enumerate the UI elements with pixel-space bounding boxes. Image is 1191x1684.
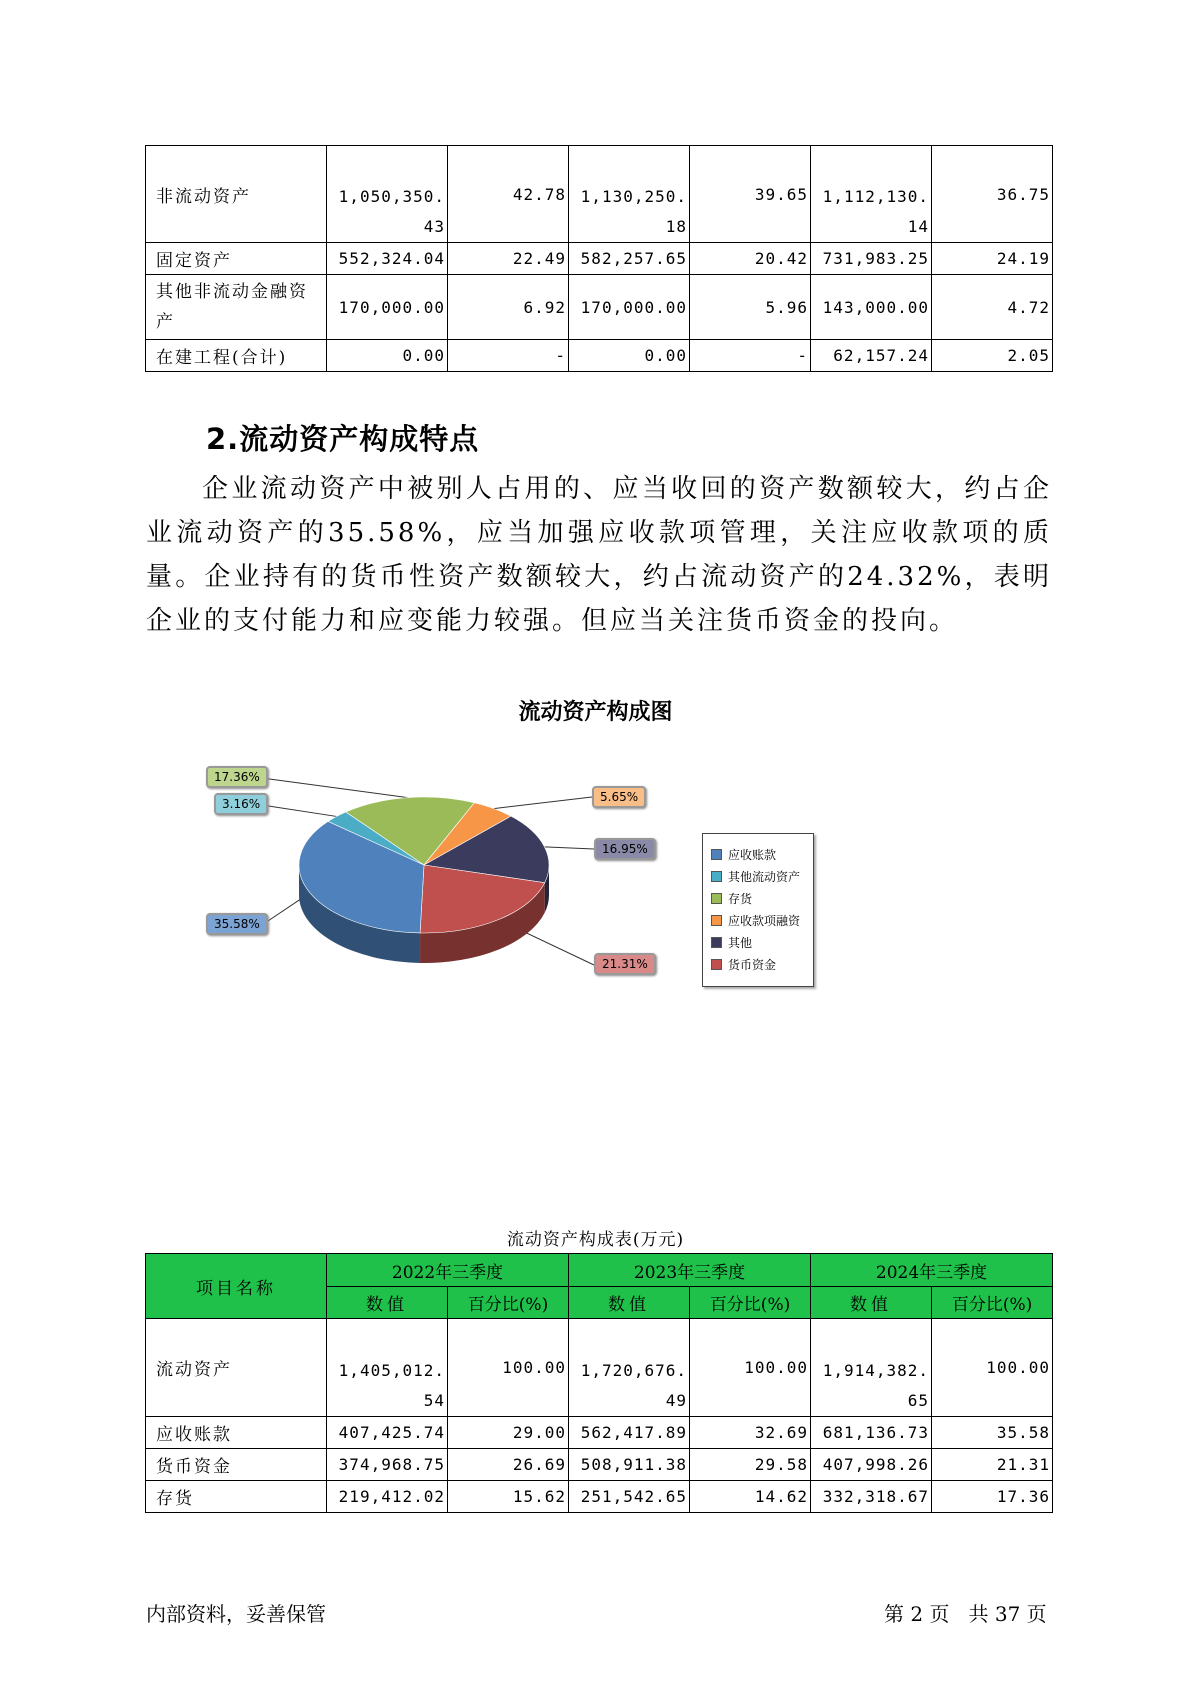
legend-item bbox=[711, 953, 813, 975]
legend-item bbox=[711, 887, 813, 909]
cell-value: 1,914,382.65 bbox=[811, 1319, 932, 1417]
row-name: 应收账款 bbox=[146, 1417, 327, 1449]
row-name: 货币资金 bbox=[146, 1449, 327, 1481]
cell-value: 62,157.24 bbox=[811, 340, 932, 372]
legend-label: 其他 bbox=[728, 935, 753, 950]
row-name: 流动资产 bbox=[146, 1319, 327, 1417]
callout-line bbox=[262, 778, 408, 798]
cell-percent: 21.31 bbox=[932, 1449, 1053, 1481]
cell-value: 681,136.73 bbox=[811, 1417, 932, 1449]
cell-value: 332,318.67 bbox=[811, 1481, 932, 1513]
footer-confidential: 内部资料，妥善保管 bbox=[146, 1602, 326, 1626]
header-item-name: 项目名称 bbox=[146, 1254, 327, 1319]
legend-swatch bbox=[711, 871, 722, 882]
legend-label: 应收账款 bbox=[728, 847, 777, 862]
callout-label: 35.58% bbox=[206, 913, 268, 935]
chart-legend bbox=[702, 833, 814, 987]
cell-percent: 39.65 bbox=[690, 146, 811, 243]
cell-percent: 2.05 bbox=[932, 340, 1053, 372]
header-percent: 百分比(%) bbox=[690, 1287, 811, 1319]
callout-line bbox=[494, 797, 592, 809]
cell-percent: 100.00 bbox=[932, 1319, 1053, 1417]
cell-percent: 29.58 bbox=[690, 1449, 811, 1481]
header-value: 数值 bbox=[327, 1287, 448, 1319]
legend-swatch bbox=[711, 849, 722, 860]
callout-line bbox=[262, 805, 336, 816]
cell-percent: 20.42 bbox=[690, 243, 811, 275]
current-assets-table bbox=[145, 1253, 1053, 1513]
cell-value: 407,998.26 bbox=[811, 1449, 932, 1481]
cell-percent: 100.00 bbox=[448, 1319, 569, 1417]
legend-swatch bbox=[711, 937, 722, 948]
cell-value: 1,050,350.43 bbox=[327, 146, 448, 243]
cell-percent: 6.92 bbox=[448, 275, 569, 340]
cell-value: 582,257.65 bbox=[569, 243, 690, 275]
cell-value: 562,417.89 bbox=[569, 1417, 690, 1449]
table-row bbox=[146, 1481, 1053, 1513]
cell-percent: 36.75 bbox=[932, 146, 1053, 243]
row-name: 其他非流动金融资产 bbox=[146, 275, 327, 340]
cell-percent: 100.00 bbox=[690, 1319, 811, 1417]
table-row bbox=[146, 1319, 1053, 1417]
legend-swatch bbox=[711, 959, 722, 970]
cell-value: 170,000.00 bbox=[327, 275, 448, 340]
analysis-paragraph: 企业流动资产中被别人占用的、应当收回的资产数额较大，约占企业流动资产的35.58%，应当加强应收款项管理，关注应收款项的质量。企业持有的货币性资产数额较大，约占流动资产的24.32%，表明企业的支付能力和应变能力较强。但应当关注货币资金的投向。 bbox=[146, 474, 1052, 636]
legend-label: 货币资金 bbox=[728, 957, 777, 972]
table-row bbox=[146, 1417, 1053, 1449]
cell-percent: 42.78 bbox=[448, 146, 569, 243]
cell-value: 143,000.00 bbox=[811, 275, 932, 340]
cell-value: 1,112,130.14 bbox=[811, 146, 932, 243]
cell-percent: 32.69 bbox=[690, 1417, 811, 1449]
cell-percent: 26.69 bbox=[448, 1449, 569, 1481]
callout-label: 3.16% bbox=[214, 793, 268, 815]
table-row bbox=[146, 1449, 1053, 1481]
cell-value: 508,911.38 bbox=[569, 1449, 690, 1481]
row-name: 固定资产 bbox=[146, 243, 327, 275]
header-period: 2024年三季度 bbox=[811, 1254, 1053, 1287]
callout-label: 16.95% bbox=[594, 838, 656, 860]
chart-title: 流动资产构成图 bbox=[518, 700, 673, 725]
header-period: 2023年三季度 bbox=[569, 1254, 811, 1287]
cell-percent: 29.00 bbox=[448, 1417, 569, 1449]
row-name: 存货 bbox=[146, 1481, 327, 1513]
legend-item bbox=[711, 931, 813, 953]
legend-item bbox=[711, 865, 813, 887]
cell-value: 731,983.25 bbox=[811, 243, 932, 275]
cell-percent: 5.96 bbox=[690, 275, 811, 340]
cell-percent: 22.49 bbox=[448, 243, 569, 275]
cell-value: 170,000.00 bbox=[569, 275, 690, 340]
header-value: 数值 bbox=[811, 1287, 932, 1319]
callout-line bbox=[545, 847, 594, 849]
table-caption: 流动资产构成表(万元) bbox=[506, 1230, 685, 1250]
cell-percent: - bbox=[448, 340, 569, 372]
legend-label: 存货 bbox=[728, 891, 753, 906]
cell-value: 1,130,250.18 bbox=[569, 146, 690, 243]
legend-item bbox=[711, 843, 813, 865]
cell-percent: - bbox=[690, 340, 811, 372]
cell-percent: 15.62 bbox=[448, 1481, 569, 1513]
legend-item bbox=[711, 909, 813, 931]
header-period: 2022年三季度 bbox=[327, 1254, 569, 1287]
cell-percent: 14.62 bbox=[690, 1481, 811, 1513]
header-percent: 百分比(%) bbox=[448, 1287, 569, 1319]
row-name: 非流动资产 bbox=[146, 146, 327, 243]
header-percent: 百分比(%) bbox=[932, 1287, 1053, 1319]
footer-page-number: 第 2 页 共 37 页 bbox=[884, 1602, 1047, 1626]
callout-label: 5.65% bbox=[592, 786, 646, 808]
legend-label: 应收款项融资 bbox=[728, 913, 801, 928]
cell-value: 251,542.65 bbox=[569, 1481, 690, 1513]
header-value: 数值 bbox=[569, 1287, 690, 1319]
callout-label: 17.36% bbox=[206, 766, 268, 788]
cell-value: 552,324.04 bbox=[327, 243, 448, 275]
cell-value: 1,720,676.49 bbox=[569, 1319, 690, 1417]
legend-swatch bbox=[711, 915, 722, 926]
cell-value: 0.00 bbox=[569, 340, 690, 372]
section-heading: 2.流动资产构成特点 bbox=[206, 422, 480, 456]
cell-value: 0.00 bbox=[327, 340, 448, 372]
cell-value: 374,968.75 bbox=[327, 1449, 448, 1481]
legend-swatch bbox=[711, 893, 722, 904]
cell-percent: 24.19 bbox=[932, 243, 1053, 275]
cell-percent: 4.72 bbox=[932, 275, 1053, 340]
callout-label: 21.31% bbox=[594, 953, 656, 975]
cell-value: 1,405,012.54 bbox=[327, 1319, 448, 1417]
pie-slices bbox=[299, 797, 549, 963]
cell-percent: 35.58 bbox=[932, 1417, 1053, 1449]
cell-value: 407,425.74 bbox=[327, 1417, 448, 1449]
cell-percent: 17.36 bbox=[932, 1481, 1053, 1513]
legend-label: 其他流动资产 bbox=[728, 869, 801, 884]
cell-value: 219,412.02 bbox=[327, 1481, 448, 1513]
row-name: 在建工程(合计) bbox=[146, 340, 327, 372]
table-header-row bbox=[146, 1254, 1053, 1287]
